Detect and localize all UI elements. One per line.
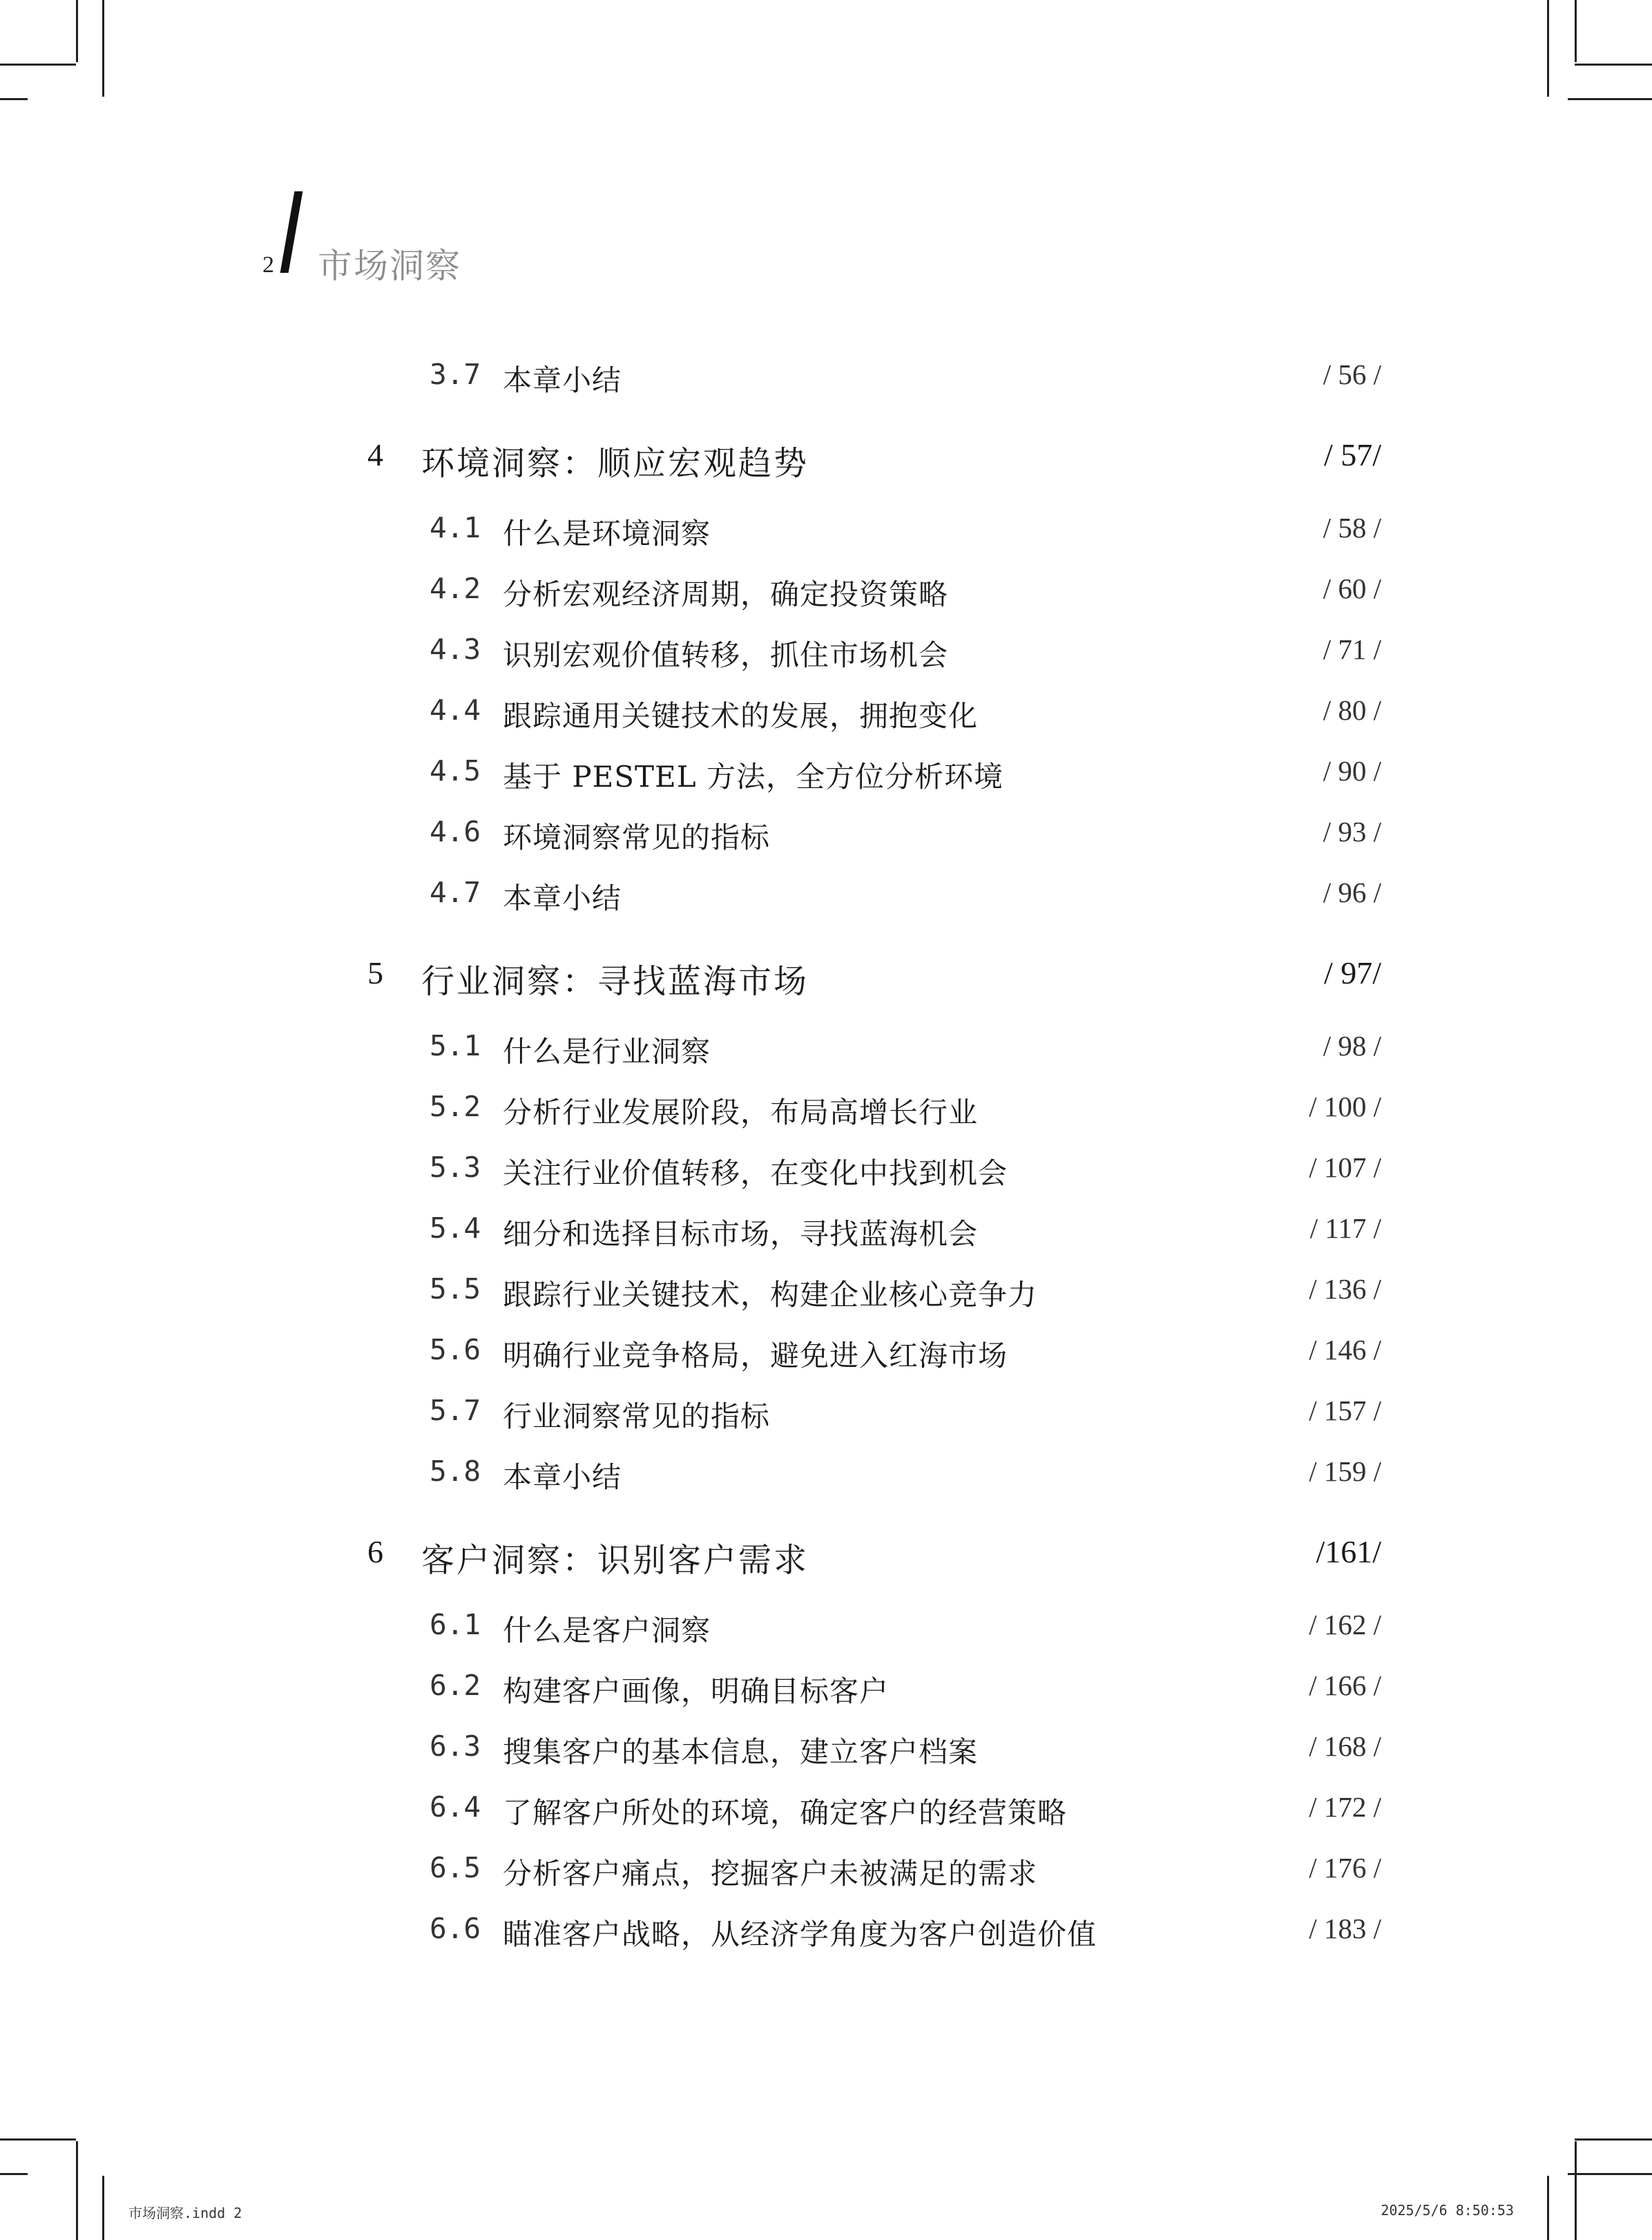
toc-entry-page: / 90 /: [1323, 755, 1381, 787]
toc-chapter-entry[interactable]: [0, 955, 1652, 1003]
toc-entry-title: 什么是行业洞察: [503, 1035, 711, 1069]
toc-entry-title: 关注行业价值转移，在变化中找到机会: [503, 1156, 1008, 1190]
toc-entry-page: / 57/: [1323, 437, 1381, 472]
toc-entry-number: 5.5: [430, 1272, 481, 1305]
toc-section-entry[interactable]: [0, 1912, 1652, 1960]
toc-section-entry[interactable]: [0, 572, 1652, 620]
toc-entry-page: / 157 /: [1309, 1395, 1381, 1426]
toc-entry-number: 6.2: [430, 1669, 481, 1702]
toc-entry-number: 6: [367, 1534, 383, 1569]
toc-entry-title: 环境洞察：顺应宏观趋势: [421, 444, 809, 483]
toc-entry-page: / 166 /: [1309, 1669, 1381, 1701]
toc-section-entry[interactable]: [0, 754, 1652, 803]
toc-entry-number: 4.7: [430, 876, 481, 909]
toc-section-entry[interactable]: [0, 1212, 1652, 1260]
header-page-number: 2: [262, 252, 274, 278]
toc-entry-title: 本章小结: [503, 881, 622, 915]
toc-section-entry[interactable]: [0, 1851, 1652, 1899]
toc-entry-title: 环境洞察常见的指标: [503, 821, 771, 854]
toc-entry-page: / 71 /: [1323, 633, 1381, 665]
toc-entry-title: 基于 PESTEL 方法，全方位分析环境: [503, 760, 1003, 794]
toc-entry-page: / 60 /: [1323, 573, 1381, 604]
toc-entry-page: / 136 /: [1309, 1273, 1381, 1305]
toc-section-entry[interactable]: [0, 1669, 1652, 1717]
toc-section-entry[interactable]: [0, 1790, 1652, 1839]
toc-entry-page: / 107 /: [1309, 1151, 1381, 1183]
toc-entry-page: / 117 /: [1309, 1212, 1381, 1244]
toc-entry-number: 6.5: [430, 1851, 481, 1884]
toc-entry-page: / 56 /: [1323, 358, 1381, 390]
toc-entry-title: 行业洞察常见的指标: [503, 1399, 771, 1433]
toc-section-entry[interactable]: [0, 1608, 1652, 1656]
toc-entry-title: 分析行业发展阶段，布局高增长行业: [503, 1095, 979, 1129]
toc-entry-number: 5.6: [430, 1333, 481, 1366]
toc-entry-number: 4.1: [430, 511, 481, 544]
toc-entry-number: 6.3: [430, 1730, 481, 1763]
toc-entry-page: / 172 /: [1309, 1791, 1381, 1823]
toc-entry-number: 3.7: [430, 358, 481, 391]
toc-section-entry[interactable]: [0, 693, 1652, 742]
toc-section-entry[interactable]: [0, 815, 1652, 863]
toc-entry-number: 6.6: [430, 1912, 481, 1945]
toc-entry-number: 4.2: [430, 572, 481, 605]
toc-entry-page: / 98 /: [1323, 1030, 1381, 1062]
toc-section-entry[interactable]: [0, 358, 1652, 406]
toc-entry-title: 分析宏观经济周期，确定投资策略: [503, 577, 949, 611]
toc-entry-number: 5.2: [430, 1090, 481, 1123]
toc-entry-page: / 162 /: [1309, 1609, 1381, 1640]
toc-entry-number: 5.3: [430, 1151, 481, 1184]
toc-entry-title: 构建客户画像，明确目标客户: [503, 1674, 890, 1708]
toc-entry-page: / 96 /: [1323, 877, 1381, 908]
toc-entry-number: 4: [367, 437, 383, 472]
toc-entry-page: / 159 /: [1309, 1455, 1381, 1487]
toc-entry-number: 4.3: [430, 633, 481, 666]
toc-entry-title: 行业洞察：寻找蓝海市场: [421, 962, 809, 1001]
toc-entry-number: 5: [367, 955, 383, 990]
toc-entry-number: 4.5: [430, 754, 481, 787]
toc-entry-title: 明确行业竞争格局，避免进入红海市场: [503, 1339, 1008, 1372]
toc-entry-title: 分析客户痛点，挖掘客户未被满足的需求: [503, 1857, 1038, 1890]
toc-entry-number: 4.4: [430, 693, 481, 727]
toc-entry-title: 了解客户所处的环境，确定客户的经营策略: [503, 1796, 1068, 1830]
toc-entry-page: / 176 /: [1309, 1852, 1381, 1884]
toc-entry-page: / 146 /: [1309, 1334, 1381, 1366]
toc-entry-title: 本章小结: [503, 1460, 622, 1494]
toc-entry-page: / 168 /: [1309, 1730, 1381, 1762]
toc-entry-number: 6.1: [430, 1608, 481, 1641]
toc-section-entry[interactable]: [0, 1730, 1652, 1778]
toc-entry-page: / 97/: [1323, 955, 1381, 990]
toc-entry-page: / 100 /: [1309, 1091, 1381, 1122]
toc-section-entry[interactable]: [0, 1394, 1652, 1442]
toc-section-entry[interactable]: [0, 1151, 1652, 1199]
toc-section-entry[interactable]: [0, 511, 1652, 559]
toc-section-entry[interactable]: [0, 1455, 1652, 1503]
toc-entry-title: 跟踪通用关键技术的发展，拥抱变化: [503, 699, 979, 733]
toc-section-entry[interactable]: [0, 633, 1652, 681]
toc-entry-title: 客户洞察：识别客户需求: [421, 1541, 809, 1580]
toc-entry-number: 5.7: [430, 1394, 481, 1427]
toc-entry-number: 5.1: [430, 1029, 481, 1062]
toc-entry-title: 什么是环境洞察: [503, 517, 711, 551]
toc-entry-title: 搜集客户的基本信息，建立客户档案: [503, 1735, 979, 1769]
toc-entry-page: /161/: [1316, 1534, 1381, 1569]
toc-entry-title: 什么是客户洞察: [503, 1614, 711, 1647]
toc-chapter-entry[interactable]: [0, 1533, 1652, 1582]
toc-entry-number: 4.6: [430, 815, 481, 848]
toc-entry-title: 跟踪行业关键技术，构建企业核心竞争力: [503, 1278, 1038, 1312]
toc-entry-title: 瞄准客户战略，从经济学角度为客户创造价值: [503, 1917, 1097, 1951]
toc-entry-title: 细分和选择目标市场，寻找蓝海机会: [503, 1217, 979, 1251]
toc-section-entry[interactable]: [0, 1333, 1652, 1381]
toc-entry-number: 5.4: [430, 1212, 481, 1245]
toc-entry-title: 识别宏观价值转移，抓住市场机会: [503, 638, 949, 672]
toc-section-entry[interactable]: [0, 1029, 1652, 1078]
toc-section-entry[interactable]: [0, 1090, 1652, 1138]
toc-entry-page: / 80 /: [1323, 694, 1381, 726]
toc-entry-page: / 183 /: [1309, 1913, 1381, 1944]
toc-entry-page: / 58 /: [1323, 512, 1381, 544]
toc-section-entry[interactable]: [0, 876, 1652, 924]
toc-entry-title: 本章小结: [503, 363, 622, 397]
header-book-title: 市场洞察: [318, 246, 461, 286]
footer-timestamp: 2025/5/6 8:50:53: [1381, 2202, 1514, 2219]
toc-chapter-entry[interactable]: [0, 437, 1652, 485]
toc-entry-page: / 93 /: [1323, 816, 1381, 848]
footer-file-name: 市场洞察.indd 2: [128, 2205, 242, 2221]
toc-entry-number: 6.4: [430, 1790, 481, 1823]
toc-section-entry[interactable]: [0, 1272, 1652, 1321]
toc-entry-number: 5.8: [430, 1455, 481, 1488]
